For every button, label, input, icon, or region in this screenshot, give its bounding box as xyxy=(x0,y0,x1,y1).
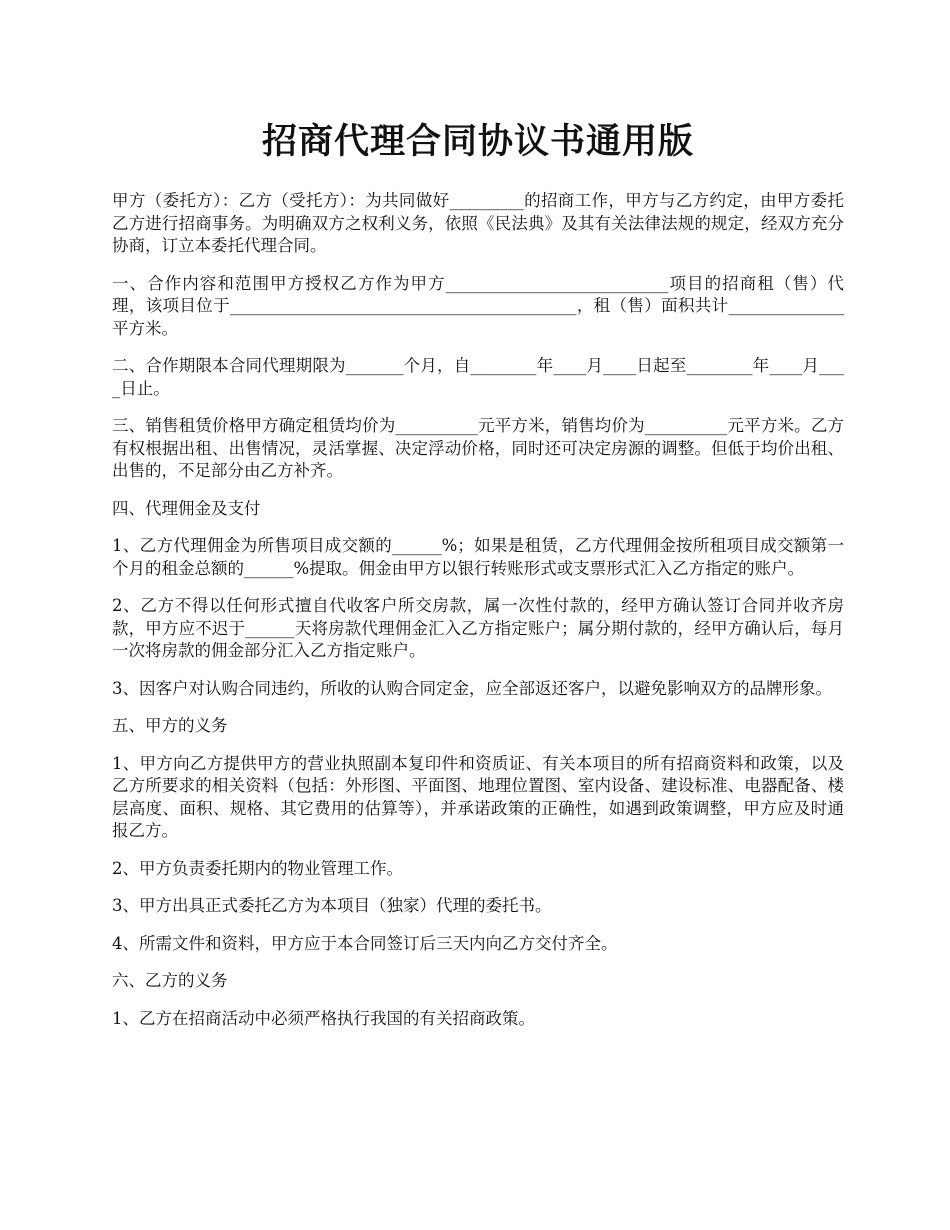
paragraph-5-1: 1、甲方向乙方提供甲方的营业执照副本复印件和资质证、有关本项目的所有招商资料和政策，以及乙方所要求的相关资料（包括：外形图、平面图、地理位置图、室内设备、建设标准、电器配备、楼层高度、面积、规格、其它费用的估算等），并承诺政策的正确性，如遇到政策调整，甲方应及时通报乙方。 xyxy=(112,753,844,840)
paragraph-4-3: 3、因客户对认购合同违约，所收的认购合同定金，应全部返还客户，以避免影响双方的品牌形象。 xyxy=(112,678,832,698)
paragraph-section-2: 二、合作期限本合同代理期限为_______个月，自________年____月____日起至________年____月____日止。 xyxy=(112,356,844,398)
paragraph-section-1: 一、合作内容和范围甲方授权乙方作为甲方___________________________项目的招商租（售）代理，该项目位于__________________________________________，租（售）面积共计______________平方米。 xyxy=(112,273,844,338)
heading-section-4: 四、代理佣金及支付 xyxy=(112,498,261,518)
paragraph-section-3: 三、销售租赁价格甲方确定租赁均价为__________元平方米，销售均价为__________元平方米。乙方有权根据出租、出售情况，灵活掌握、决定浮动价格，同时还可决定房源的调整。但低于均价出租、出售的，不足部分由乙方补齐。 xyxy=(112,416,844,480)
document-title: 招商代理合同协议书通用版 xyxy=(261,122,694,162)
paragraph-6-1: 1、乙方在招商活动中必须严格执行我国的有关招商政策。 xyxy=(112,1008,535,1028)
paragraph-4-2: 2、乙方不得以任何形式擅自代收客户所交房款，属一次性付款的，经甲方确认签订合同并收齐房款，甲方应不迟于______天将房款代理佣金汇入乙方指定账户；属分期付款的，经甲方确认后，每月一次将房款的佣金部分汇入乙方指定账户。 xyxy=(112,596,844,660)
document-page xyxy=(112,112,844,1045)
paragraph-5-3: 3、甲方出具正式委托乙方为本项目（独家）代理的委托书。 xyxy=(112,896,552,915)
heading-section-5: 五、甲方的义务 xyxy=(112,716,228,735)
paragraph-4-1: 1、乙方代理佣金为所售项目成交额的______%；如果是租赁，乙方代理佣金按所租项目成交额第一个月的租金总额的______%提取。佣金由甲方以银行转账形式或支票形式汇入乙方指定的账户。 xyxy=(112,536,844,578)
paragraph-intro: 甲方（委托方）：乙方（受托方）：为共同做好_________的招商工作，甲方与乙方约定，由甲方委托乙方进行招商事务。为明确双方之权利义务，依照《民法典》及其有关法律法规的规定，经双方充分协商，订立本委托代理合同。 xyxy=(112,191,844,255)
heading-section-6: 六、乙方的义务 xyxy=(112,971,228,990)
paragraph-5-2: 2、甲方负责委托期内的物业管理工作。 xyxy=(112,858,403,878)
paragraph-5-4: 4、所需文件和资料，甲方应于本合同签订后三天内向乙方交付齐全。 xyxy=(112,933,618,953)
